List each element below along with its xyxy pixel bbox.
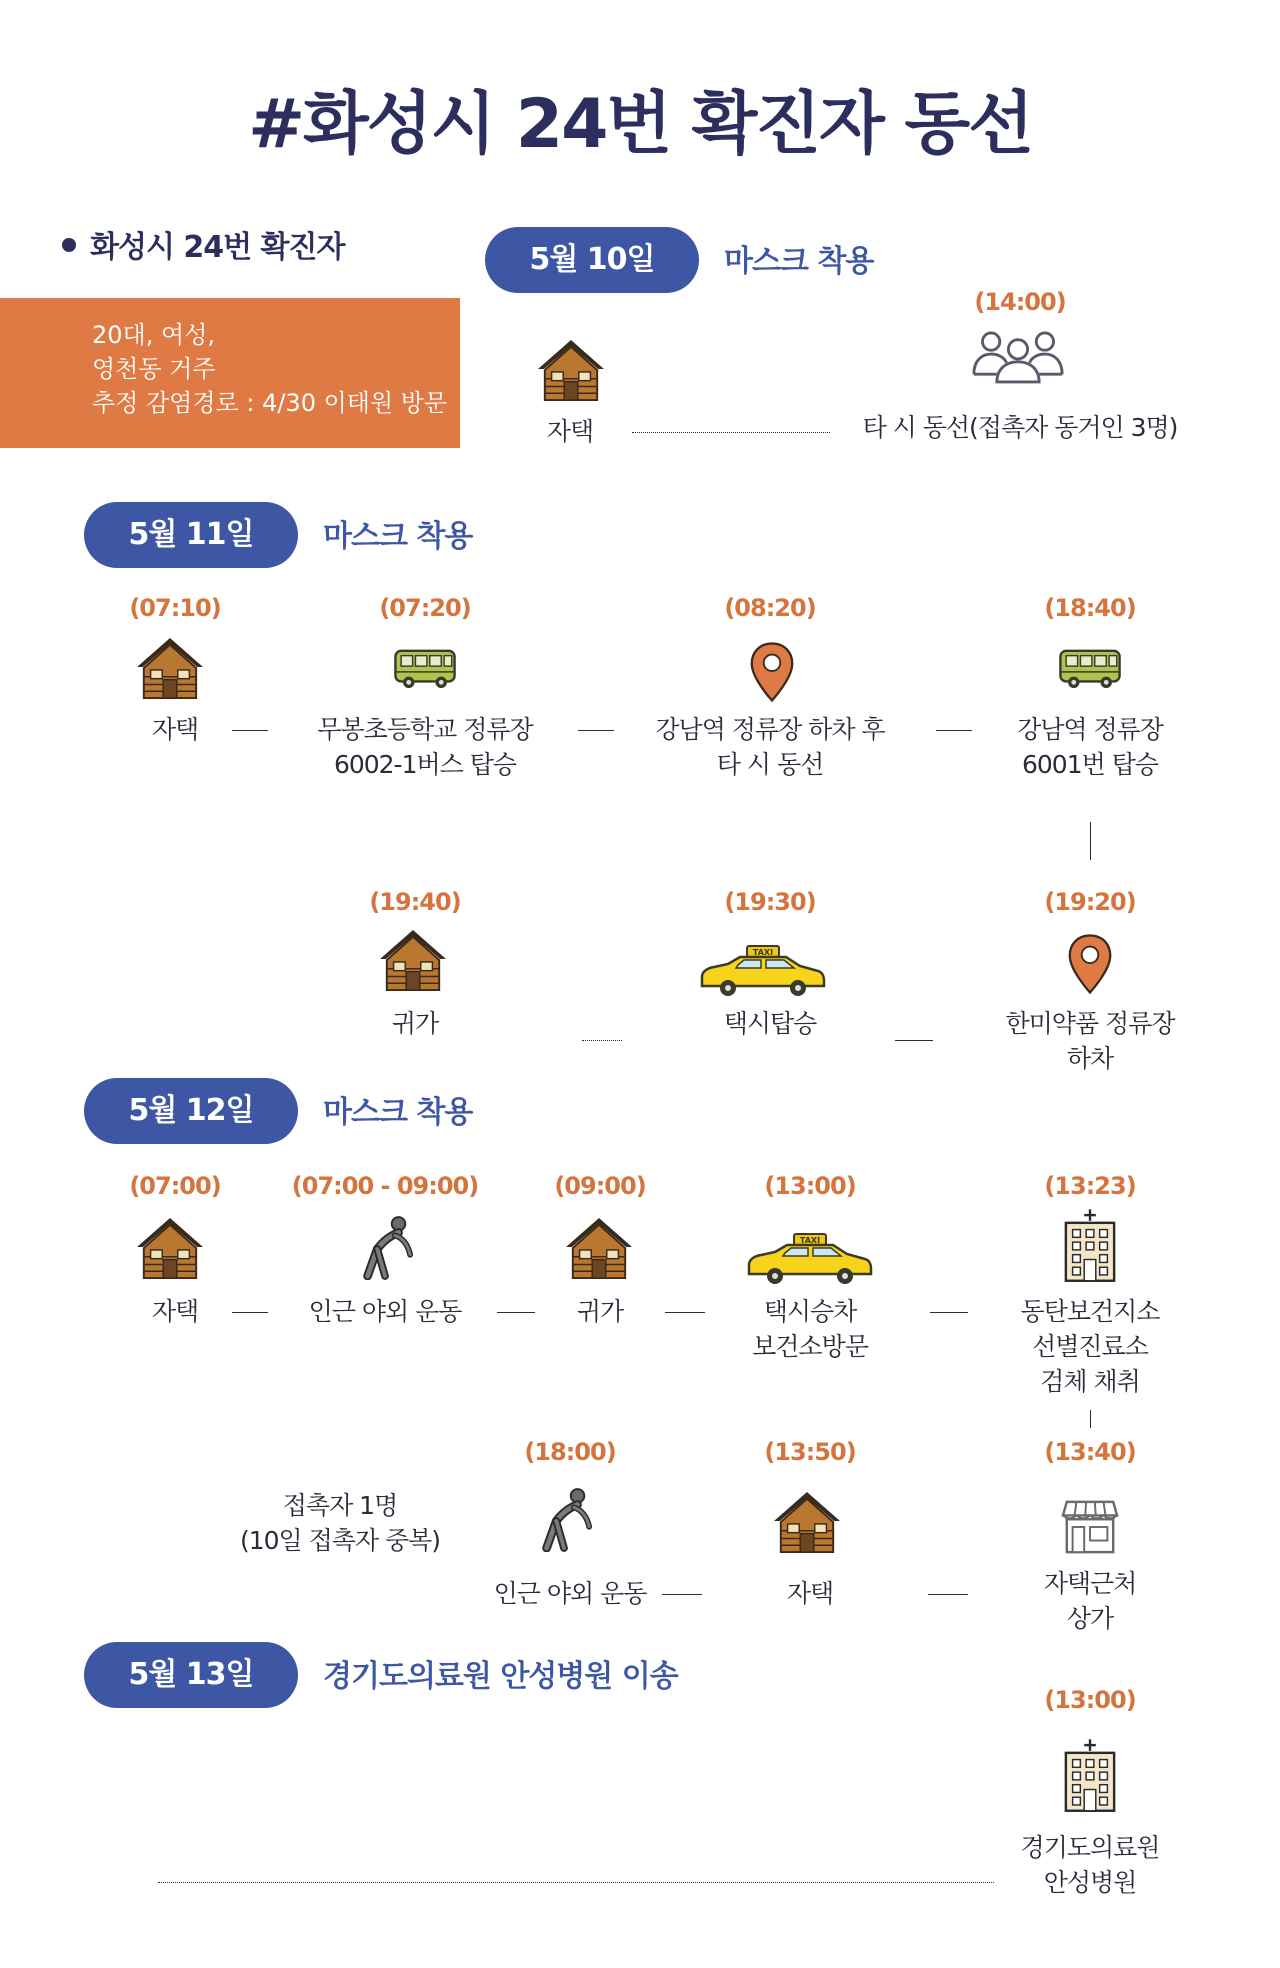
- people-group-icon: [970, 328, 1066, 384]
- date-badge-may11: 5월 11일: [84, 502, 298, 568]
- stop-label: 자택: [151, 715, 199, 744]
- patient-info-box: [0, 298, 460, 448]
- stop-label: 경기도의료원 안성병원: [1020, 1833, 1160, 1897]
- hospital-building-icon: [1062, 1738, 1118, 1814]
- location-pin-icon: [1067, 932, 1113, 996]
- page-title: #화성시 24번 확진자 동선: [248, 85, 1032, 164]
- house-icon: [564, 1216, 634, 1280]
- stop-time: (19:40): [369, 888, 461, 916]
- stop-time: (07:00 - 09:00): [291, 1172, 479, 1200]
- house-icon: [378, 928, 448, 992]
- contact-note: 접촉자 1명 (10일 접촉자 중복): [239, 1491, 441, 1555]
- date-badge-may10: 5월 10일: [485, 227, 699, 293]
- bullet-dot-icon: [62, 238, 76, 252]
- stop-time: (08:20): [724, 594, 816, 622]
- day11-note: 마스크 착용: [323, 519, 473, 554]
- stop-label: 귀가: [576, 1297, 624, 1326]
- stop-label: 자택: [786, 1579, 834, 1608]
- stop-label: 택시승차 보건소방문: [752, 1297, 868, 1361]
- stop-time: (18:40): [1044, 594, 1136, 622]
- stop-label: 귀가: [391, 1009, 439, 1038]
- connector: [930, 1312, 968, 1313]
- patient-heading: 화성시 24번 확진자: [62, 222, 345, 266]
- hospital-building-icon: [1062, 1208, 1118, 1284]
- date-badge-may12: 5월 12일: [84, 1078, 298, 1144]
- taxi-icon: [747, 1232, 873, 1288]
- stop-time: (13:50): [764, 1438, 856, 1466]
- connector: [895, 1040, 933, 1041]
- day10-note: 마스크 착용: [724, 244, 874, 279]
- connector: [158, 1882, 994, 1883]
- patient-info-line3: 추정 감염경로 : 4/30 이태원 방문: [92, 389, 448, 417]
- exercise-icon: [356, 1216, 414, 1280]
- bus-icon: [1058, 648, 1122, 690]
- day13-note: 경기도의료원 안성병원 이송: [323, 1659, 678, 1694]
- stop-time: (13:00): [764, 1172, 856, 1200]
- stop-label: 한미약품 정류장 하차: [1005, 1009, 1175, 1073]
- stop-label: 무봉초등학교 정류장 6002-1버스 탑승: [317, 715, 533, 779]
- connector: [582, 1040, 622, 1041]
- day10-contact-label: 타 시 동선(접촉자 동거인 3명): [862, 413, 1178, 442]
- stop-time: (19:30): [724, 888, 816, 916]
- taxi-icon: [700, 944, 826, 1000]
- date-badge-may13: 5월 13일: [84, 1642, 298, 1708]
- house-icon: [772, 1490, 842, 1554]
- store-icon: [1061, 1498, 1119, 1556]
- stop-time: (19:20): [1044, 888, 1136, 916]
- connector: [578, 730, 614, 731]
- stop-label: 인근 야외 운동: [308, 1297, 462, 1326]
- connector: [232, 1312, 268, 1313]
- stop-time: (18:00): [524, 1438, 616, 1466]
- connector: [1090, 1410, 1091, 1428]
- patient-info-line2: 영천동 거주: [92, 355, 216, 383]
- house-icon: [135, 636, 205, 700]
- connector: [232, 730, 268, 731]
- stop-time: (09:00): [554, 1172, 646, 1200]
- stop-label: 자택근처 상가: [1043, 1569, 1137, 1633]
- day10-home-label: 자택: [546, 417, 594, 446]
- house-icon: [135, 1216, 205, 1280]
- connector: [632, 432, 830, 433]
- stop-label: 강남역 정류장 6001번 탑승: [1017, 715, 1163, 779]
- exercise-icon: [535, 1488, 593, 1552]
- location-pin-icon: [749, 640, 795, 704]
- day12-note: 마스크 착용: [323, 1095, 473, 1130]
- connector: [1090, 822, 1091, 860]
- stop-label: 택시탑승: [723, 1009, 817, 1038]
- connector: [662, 1594, 702, 1595]
- stop-time: (07:20): [379, 594, 471, 622]
- day10-contact-time: (14:00): [974, 288, 1066, 316]
- connector: [928, 1594, 968, 1595]
- stop-time: (13:00): [1044, 1686, 1136, 1714]
- connector: [665, 1312, 705, 1313]
- bus-icon: [393, 648, 457, 690]
- stop-time: (13:40): [1044, 1438, 1136, 1466]
- stop-time: (07:10): [129, 594, 221, 622]
- stop-label: 강남역 정류장 하차 후 타 시 동선: [655, 715, 885, 779]
- stop-time: (07:00): [129, 1172, 221, 1200]
- stop-time: (13:23): [1044, 1172, 1136, 1200]
- stop-label: 자택: [151, 1297, 199, 1326]
- stop-label: 인근 야외 운동: [493, 1579, 647, 1608]
- stop-label: 동탄보건지소 선별진료소 검체 채취: [1020, 1297, 1160, 1396]
- patient-info-line1: 20대, 여성,: [92, 321, 215, 349]
- house-icon: [536, 338, 606, 402]
